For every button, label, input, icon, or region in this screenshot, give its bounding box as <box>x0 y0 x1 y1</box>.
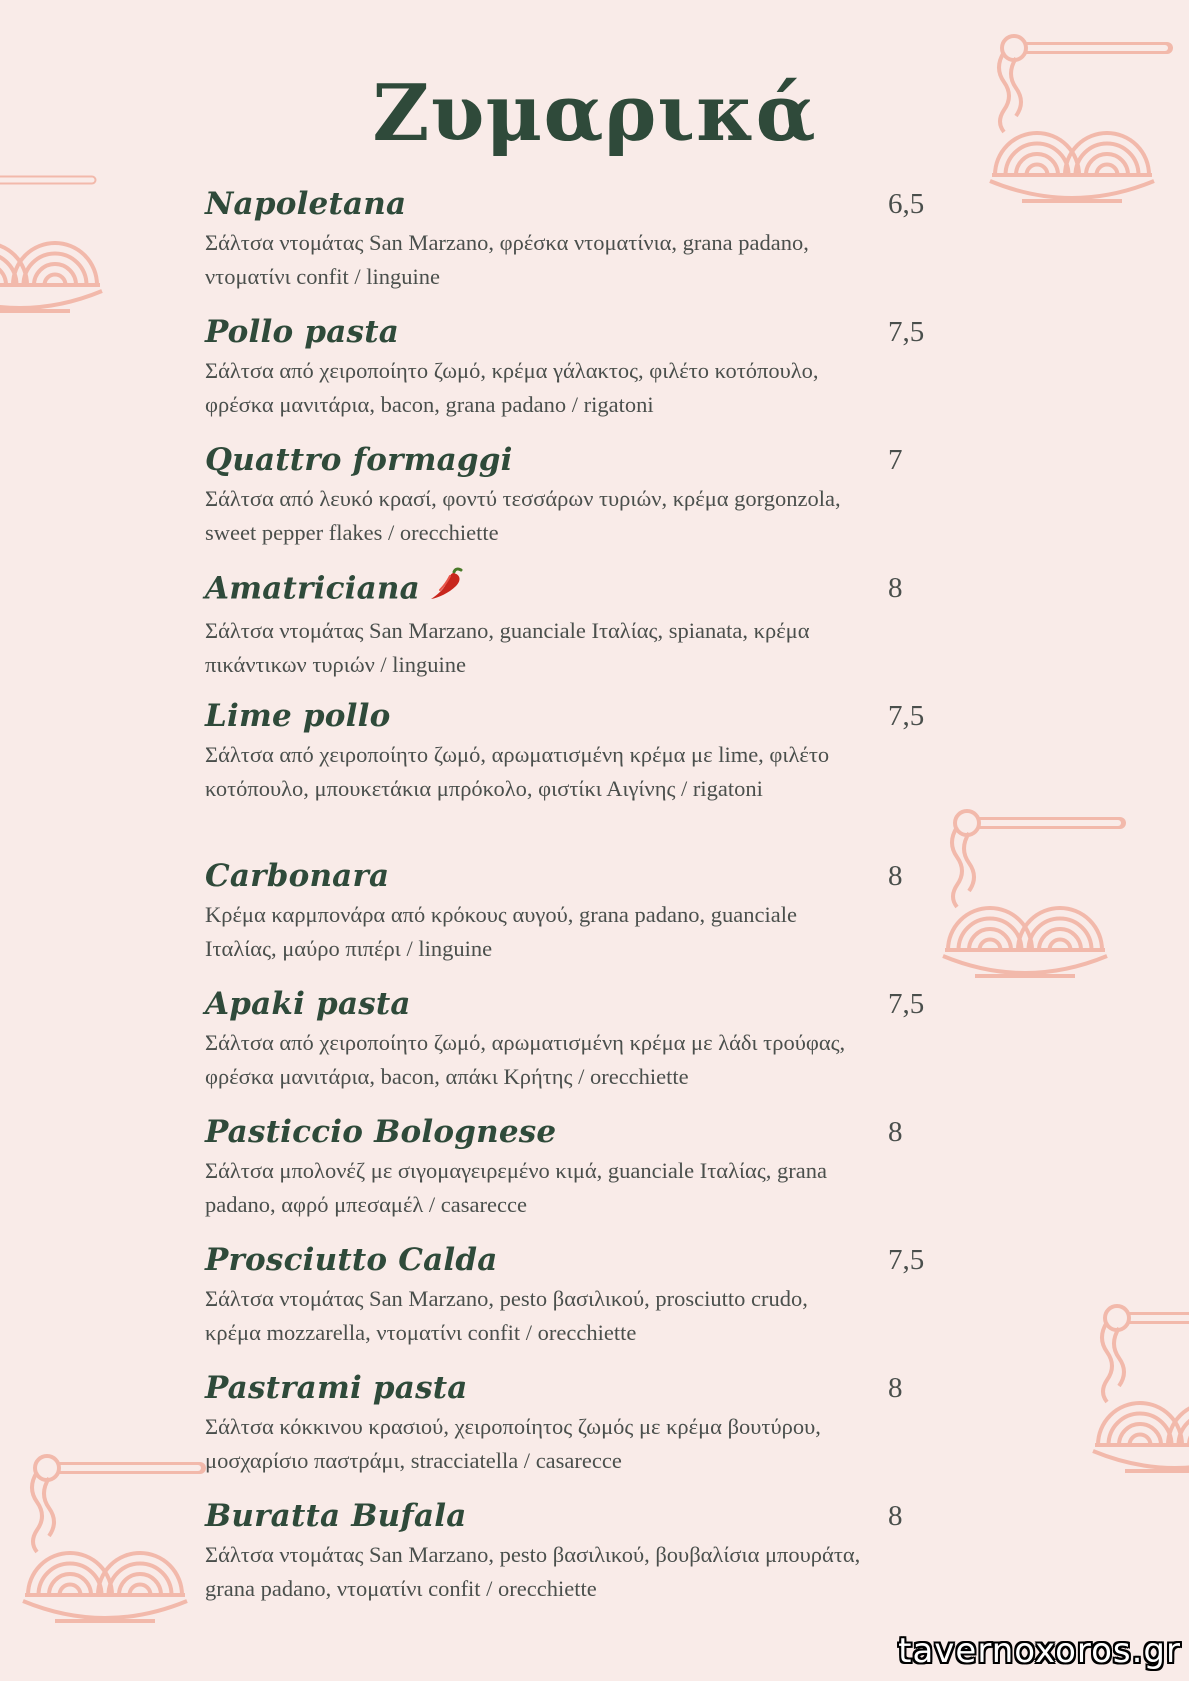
menu-item-buratta-bufala <box>205 1494 965 1622</box>
menu-item-pastrami-pasta <box>205 1366 965 1494</box>
item-price: 8 <box>888 860 903 892</box>
watermark: tavernoxoros.gr <box>898 1631 1181 1671</box>
item-description: Σάλτσα από χειροποίητο ζωμό, αρωματισμένη κρέμα με λάδι τρούφας, φρέσκα μανιτάρια, bacon, απάκι Κρήτης / orecchiette <box>205 1030 846 1089</box>
menu-item-napoletana <box>205 182 965 310</box>
menu-item-prosciutto-calda <box>205 1238 965 1366</box>
pasta-plate-icon-mid-right <box>935 805 1135 985</box>
item-price: 7,5 <box>888 1244 925 1276</box>
item-price: 7,5 <box>888 700 925 732</box>
item-description: Κρέμα καρμπονάρα από κρόκους αυγού, grana padano, guanciale Ιταλίας, μαύρο πιπέρι / linguine <box>205 902 797 961</box>
item-description: Σάλτσα από λευκό κρασί, φοντύ τεσσάρων τυριών, κρέμα gorgonzola, sweet pepper flakes / orecchiette <box>205 486 841 545</box>
fork-icon-top-left <box>0 165 100 195</box>
menu-item-pasticcio-bolognese <box>205 1110 965 1238</box>
item-name: Pasticcio Bolognese <box>205 1114 557 1150</box>
item-description: Σάλτσα ντομάτας San Marzano, pesto βασιλικού, βουβαλίσια μπουράτα, grana padano, ντοματίνι confit / orecchiette <box>205 1542 861 1601</box>
item-description: Σάλτσα ντομάτας San Marzano, pesto βασιλικού, prosciutto crudo, κρέμα mozzarella, ντοματίνι confit / orecchiette <box>205 1286 808 1345</box>
menu-item-quattro-formaggi <box>205 438 965 566</box>
menu-item-amatriciana <box>205 566 965 694</box>
item-name-row <box>205 566 965 614</box>
item-name: Amatriciana <box>205 570 420 607</box>
item-name: Quattro formaggi <box>205 442 513 478</box>
item-description: Σάλτσα ντομάτας San Marzano, φρέσκα ντοματίνια, grana padano, ντοματίνι confit / linguine <box>205 230 809 289</box>
item-name: Carbonara <box>205 858 390 894</box>
pasta-plate-icon-lower-right <box>1085 1300 1189 1480</box>
menu-item-carbonara <box>205 854 965 982</box>
item-name: Pollo pasta <box>205 314 399 350</box>
item-name: Apaki pasta <box>205 986 411 1022</box>
item-name: Pastrami pasta <box>205 1370 468 1406</box>
item-description: Σάλτσα κόκκινου κρασιού, χειροποίητος ζωμός με κρέμα βουτύρου, μοσχαρίσιο παστράμι, stracciatella / casarecce <box>205 1414 821 1473</box>
item-price: 8 <box>888 572 903 604</box>
item-price: 7,5 <box>888 316 925 348</box>
item-price: 8 <box>888 1500 903 1532</box>
item-price: 7,5 <box>888 988 925 1020</box>
item-name: Buratta Bufala <box>205 1498 467 1534</box>
item-name: Prosciutto Calda <box>205 1242 498 1278</box>
pasta-plate-icon-left <box>0 225 120 345</box>
menu-item-pollo-pasta <box>205 310 965 438</box>
menu-item-lime-pollo <box>205 694 965 854</box>
page-title: Ζυμαρικά <box>372 68 817 159</box>
item-price: 7 <box>888 444 903 476</box>
menu-list <box>205 182 965 1622</box>
item-name: Lime pollo <box>205 698 391 734</box>
item-description: Σάλτσα ντομάτας San Marzano, guanciale Ιταλίας, spianata, κρέμα πικάντικων τυριών / linguine <box>205 618 810 677</box>
item-description: Σάλτσα από χειροποίητο ζωμό, αρωματισμένη κρέμα με lime, φιλέτο κοτόπουλο, μπουκετάκια μπρόκολο, φιστίκι Αιγίνης / rigatoni <box>205 742 830 801</box>
chili-pepper-icon <box>428 566 468 614</box>
item-description: Σάλτσα από χειροποίητο ζωμό, κρέμα γάλακτος, φιλέτο κοτόπουλο, φρέσκα μανιτάρια, bacon, grana padano / rigatoni <box>205 358 819 417</box>
item-price: 8 <box>888 1116 903 1148</box>
item-description: Σάλτσα μπολονέζ με σιγομαγειρεμένο κιμά, guanciale Ιταλίας, grana padano, αφρό μπεσαμέλ / casarecce <box>205 1158 827 1217</box>
pasta-plate-icon-bottom-left <box>15 1450 215 1630</box>
menu-item-apaki-pasta <box>205 982 965 1110</box>
item-price: 8 <box>888 1372 903 1404</box>
item-price: 6,5 <box>888 188 925 220</box>
item-name: Napoletana <box>205 186 407 222</box>
